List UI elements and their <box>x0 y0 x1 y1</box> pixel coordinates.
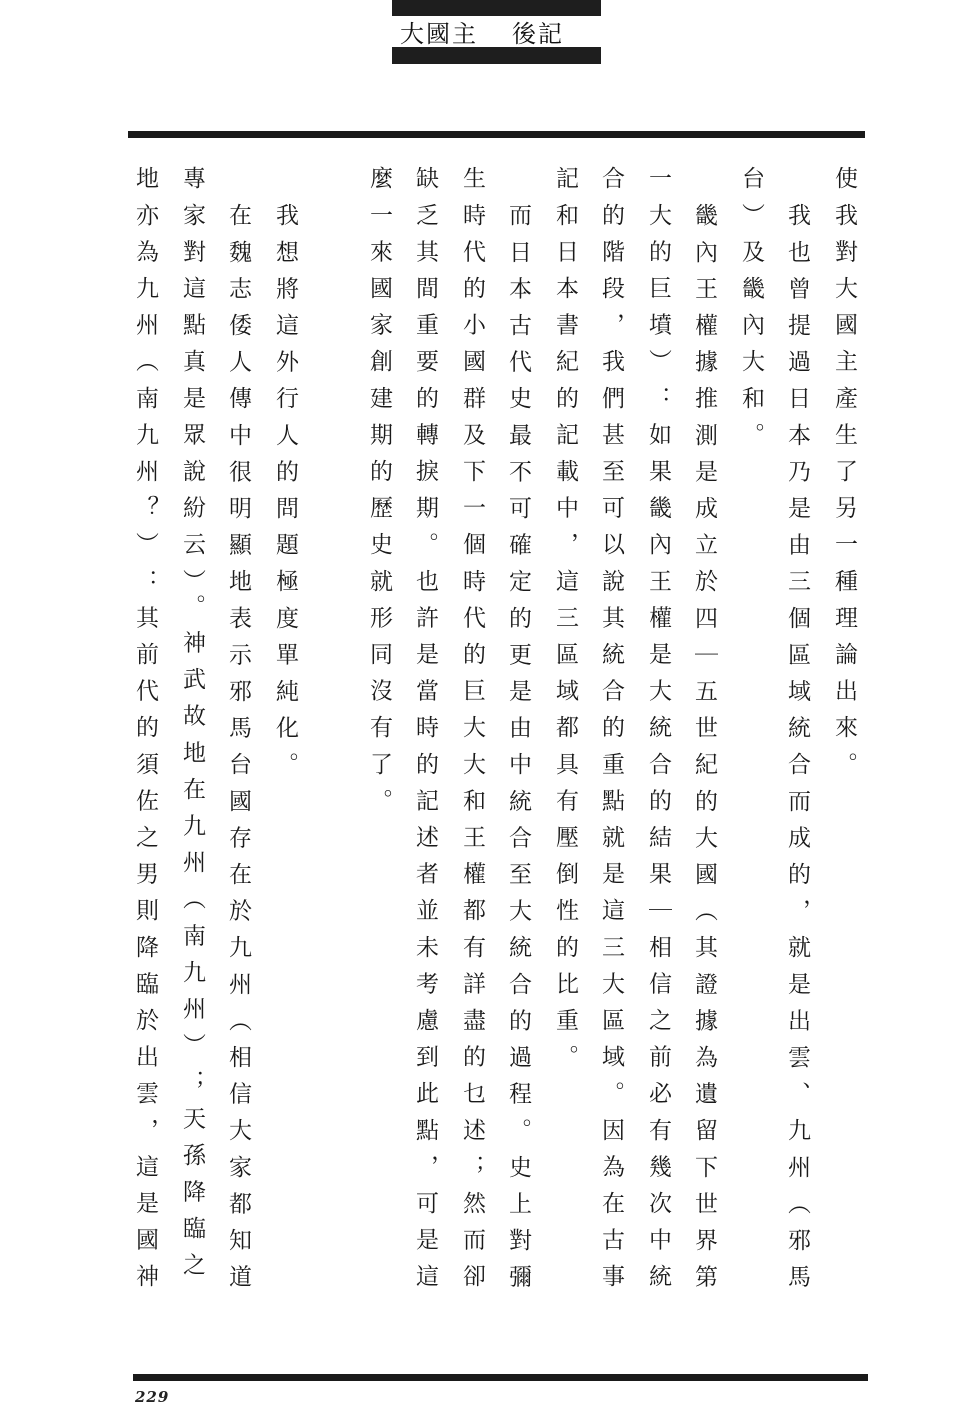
text-column: 專家對這點真是眾說紛云）。神武故地在九州（南九州）；天孫降臨之 <box>179 166 205 1290</box>
text-column: 缺乏其間重要的轉捩期。也許是當時的記述者並未考慮到此點，可是這 <box>412 166 438 1301</box>
vertical-text-body <box>0 166 980 1346</box>
text-column: 生時代的小國群及下一個時代的巨大大和王權都有詳盡的乜述；然而卻 <box>459 166 485 1301</box>
header-book-title: 大國主 <box>400 19 478 48</box>
bottom-rule-divider <box>133 1374 868 1381</box>
header-band-bottom <box>392 47 601 64</box>
text-column: 我也曾提過日本乃是由三個區域統合而成的，就是出雲、九州（邪馬 <box>784 202 810 1301</box>
page-number: 229 <box>135 1388 170 1406</box>
text-column: 地亦為九州（南九州？）：其前代的須佐之男則降臨於出雲，這是國神 <box>132 166 158 1301</box>
header-section-title: 後記 <box>512 19 564 48</box>
text-column: 在魏志倭人傳中很明顯地表示邪馬台國存在於九州（相信大家都知道 <box>225 202 251 1301</box>
text-column: 畿內王權據推測是成立於四｜五世紀的大國（其證據為遺留下世界第 <box>691 202 717 1301</box>
top-rule-divider <box>128 131 865 138</box>
text-column: 而日本古代史最不可確定的更是由中統合至大統合的過程。史上對彌 <box>505 202 531 1301</box>
text-column: 使我對大國主產生了另一種理論出來。 <box>831 166 857 789</box>
text-column: 麼一來國家創建期的歷史就形同沒有了。 <box>366 166 392 825</box>
text-column: 一大的巨墳）：如果畿內王權是大統合的結果｜相信之前必有幾次中統 <box>645 166 671 1301</box>
text-column: 合的階段，我們甚至可以說其統合的重點就是這三大區域。因為在古事 <box>598 166 624 1301</box>
text-column: 台）及畿內大和。 <box>738 166 764 459</box>
text-column: 記和日本書紀的記載中，這三區域都具有壓倒性的比重。 <box>552 166 578 1081</box>
running-header <box>392 16 601 46</box>
text-column: 我想將這外行人的問題極度單純化。 <box>272 202 298 789</box>
